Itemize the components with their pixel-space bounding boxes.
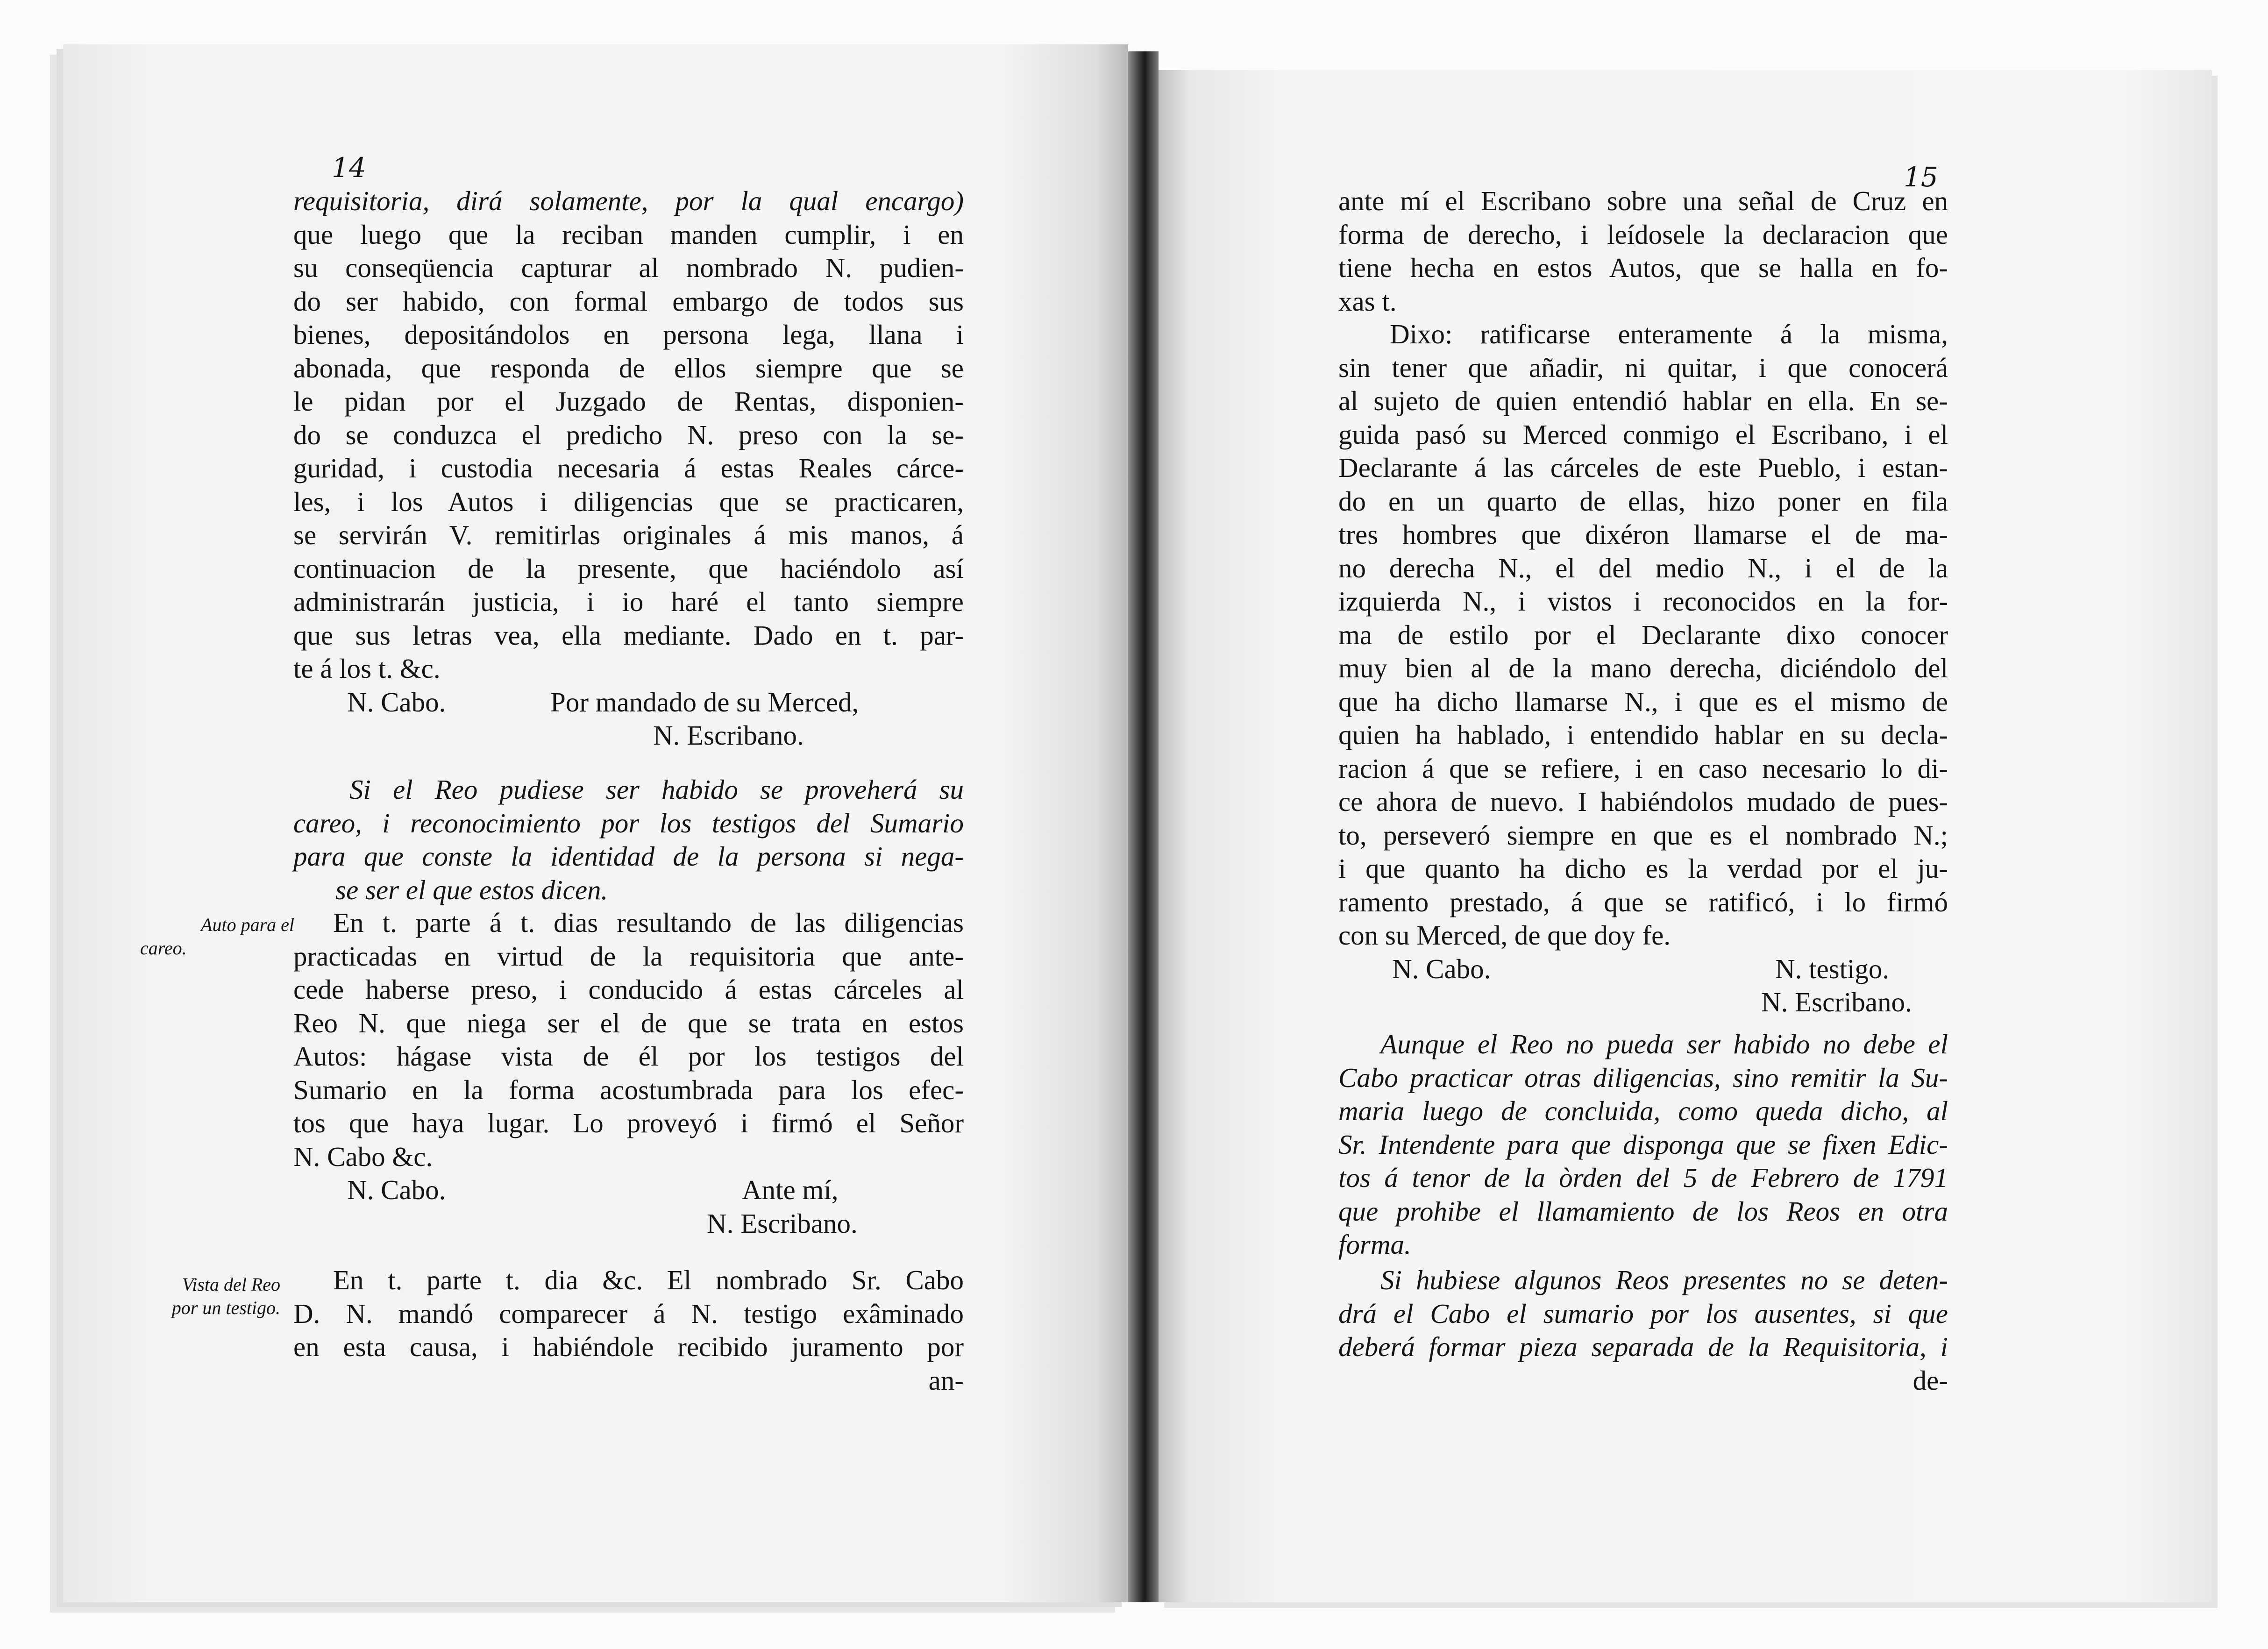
text-line: maria luego de concluida, como queda dicho, al: [1338, 1095, 1948, 1126]
signature-cabo: N. Cabo.: [347, 686, 446, 718]
right-italic-note-1: [1338, 1028, 1948, 1262]
margin-note-auto-careo: [140, 913, 294, 960]
margin-note-line: Vista del Reo: [182, 1274, 280, 1295]
text-line: ce ahora de nuevo. I habiéndolos mudado de pues-: [1338, 786, 1948, 817]
text-line: Aunque el Reo no pueda ser habido no debe el: [1380, 1029, 1948, 1059]
text-line: se ser el que estos dicen.: [335, 874, 608, 905]
text-line: racion á que se refiere, i en caso necesario lo di-: [1338, 753, 1948, 784]
margin-note-line: careo.: [140, 938, 187, 959]
text-line: tres hombres que dixéron llamarse el de ma-: [1338, 519, 1948, 550]
signature-line-2: [293, 719, 964, 753]
catchword: an-: [928, 1365, 964, 1396]
catchword: de-: [1913, 1365, 1948, 1396]
text-line: que sus letras vea, ella mediante. Dado en t. par-: [293, 619, 964, 651]
text-line: Sumario en la forma acostumbrada para los efec-: [293, 1074, 964, 1105]
text-line: Declarante á las cárceles de este Pueblo, i estan-: [1338, 452, 1948, 483]
signature-por-mandado: Por mandado de su Merced,: [550, 686, 859, 718]
text-line: te á los t. &c.: [293, 653, 441, 684]
right-paragraph-2: [1338, 318, 1948, 1019]
text-line: izquierda N., i vistos i reconocidos en la for-: [1338, 586, 1948, 617]
signature-cabo: N. Cabo.: [1392, 953, 1491, 984]
text-line: les, i los Autos i diligencias que se practicaren,: [293, 486, 964, 517]
text-line: tos á tenor de la òrden del 5 de Febrero de 1791: [1338, 1162, 1948, 1193]
text-line: to, perseveró siempre en que es el nombrado N.;: [1338, 819, 1948, 851]
margin-note-line: Auto para el: [201, 914, 294, 935]
text-line: ramento prestado, á que se ratificó, i lo firmó: [1338, 886, 1948, 917]
text-line: con su Merced, de que doy fe.: [1338, 920, 1671, 951]
text-line: do se conduzca el predicho N. preso con la se-: [293, 419, 964, 450]
text-line: Sr. Intendente para que disponga que se fixen Edic-: [1338, 1129, 1948, 1160]
text-line: Si el Reo pudiese ser habido se proveherá su: [349, 774, 964, 805]
text-line: guridad, i custodia necesaria á estas Reales cárce-: [293, 453, 964, 483]
left-paragraph-1: [293, 185, 964, 753]
left-page-number: 14: [332, 152, 366, 184]
text-line: En t. parte á t. dias resultando de las diligencias: [333, 907, 964, 938]
signature-ante-mi: Ante mí,: [742, 1174, 839, 1205]
text-line: que luego que la reciban manden cumplir, i en: [293, 219, 964, 250]
signature-line-4: [293, 1207, 964, 1241]
text-line: practicadas en virtud de la requisitoria que ante-: [293, 940, 964, 972]
text-line: ante mí el Escribano sobre una señal de Cruz en: [1338, 185, 1948, 216]
text-line: continuacion de la presente, que haciéndolo así: [293, 553, 964, 584]
text-line: careo, i reconocimiento por los testigos del Sumario: [293, 807, 964, 839]
right-paragraph-1: [1338, 185, 1948, 318]
text-line: Cabo practicar otras diligencias, sino remitir la Su-: [1338, 1062, 1948, 1093]
text-line: cede haberse preso, i conducido á estas cárceles al: [293, 974, 964, 1005]
text-line: ma de estilo por el Declarante dixo conocer: [1338, 619, 1948, 650]
text-line: do ser habido, con formal embargo de todos sus: [293, 285, 964, 317]
text-line: muy bien al de la mano derecha, diciéndolo del: [1338, 653, 1948, 683]
text-line: que prohibe el llamamiento de los Reos en otra: [1338, 1195, 1948, 1227]
margin-note-vista-reo: [140, 1273, 280, 1320]
text-line: guida pasó su Merced conmigo el Escribano, i el: [1338, 419, 1948, 450]
text-line: abonada, que responda de ellos siempre que se: [293, 352, 964, 384]
text-line: forma de derecho, i leídosele la declaracion que: [1338, 219, 1948, 250]
book-gutter: [1128, 51, 1159, 1602]
right-italic-note-2: [1338, 1264, 1948, 1397]
text-line: le pidan por el Juzgado de Rentas, disponien-: [293, 386, 964, 417]
signature-line-1: [293, 686, 964, 719]
text-line: xas t.: [1338, 285, 1397, 317]
text-line: para que conste la identidad de la persona si nega-: [293, 841, 964, 872]
text-line: que ha dicho llamarse N., i que es el mismo de: [1338, 686, 1948, 717]
text-line: sin tener que añadir, ni quitar, i que conocerá: [1338, 352, 1948, 383]
text-line: requisitoria, dirá solamente, por la qual encargo): [293, 185, 964, 216]
text-line: se servirán V. remitirlas originales á mis manos, á: [293, 519, 964, 550]
text-line: deberá formar pieza separada de la Requisitoria, i: [1338, 1331, 1948, 1362]
left-italic-note: [293, 773, 964, 907]
text-line: al sujeto de quien entendió hablar en ella. En se-: [1338, 385, 1948, 416]
text-line: quien ha hablado, i entendido hablar en su decla-: [1338, 719, 1948, 750]
text-line: Reo N. que niega ser el de que se trata en estos: [293, 1007, 964, 1038]
text-line: i que quanto ha dicho es la verdad por el ju-: [1338, 853, 1948, 884]
text-line: Si hubiese algunos Reos presentes no se deten-: [1380, 1265, 1948, 1295]
right-page-number: 15: [1904, 161, 1938, 193]
signature-line-right-1: [1338, 952, 1948, 986]
signature-line-right-2: [1338, 986, 1948, 1019]
text-line: administrarán justicia, i io haré el tanto siempre: [293, 586, 964, 617]
text-line: bienes, depositándolos en persona lega, llana i: [293, 319, 964, 350]
text-line: Autos: hágase vista de él por los testigos del: [293, 1041, 964, 1072]
text-line: tiene hecha en estos Autos, que se halla en fo-: [1338, 252, 1948, 283]
signature-line-3: [293, 1173, 964, 1207]
signature-escribano: N. Escribano.: [707, 1208, 858, 1239]
text-line: do en un quarto de ellas, hizo poner en fila: [1338, 485, 1948, 517]
margin-note-line: por un testigo.: [171, 1297, 280, 1318]
text-line: Dixo: ratificarse enteramente á la misma,: [1390, 319, 1948, 349]
text-line: en esta causa, i habiéndole recibido juramento por: [293, 1331, 964, 1362]
left-paragraph-3: [293, 1264, 964, 1397]
text-line: no derecha N., el del medio N., i el de la: [1338, 552, 1948, 583]
text-line: tos que haya lugar. Lo proveyó i firmó el Señor: [293, 1108, 964, 1138]
text-line: D. N. mandó comparecer á N. testigo exâminado: [293, 1298, 964, 1329]
text-line: drá el Cabo el sumario por los ausentes, si que: [1338, 1298, 1948, 1329]
signature-escribano: N. Escribano.: [653, 720, 804, 751]
text-line: En t. parte t. dia &c. El nombrado Sr. Cabo: [333, 1265, 964, 1295]
text-line: su conseqüencia capturar al nombrado N. pudien-: [293, 252, 964, 283]
signature-testigo: N. testigo.: [1775, 953, 1890, 984]
text-line: N. Cabo &c.: [293, 1141, 433, 1172]
signature-escribano: N. Escribano.: [1761, 987, 1912, 1017]
text-line: forma.: [1338, 1229, 1411, 1260]
left-paragraph-2: [293, 906, 964, 1240]
signature-cabo: N. Cabo.: [347, 1174, 446, 1205]
